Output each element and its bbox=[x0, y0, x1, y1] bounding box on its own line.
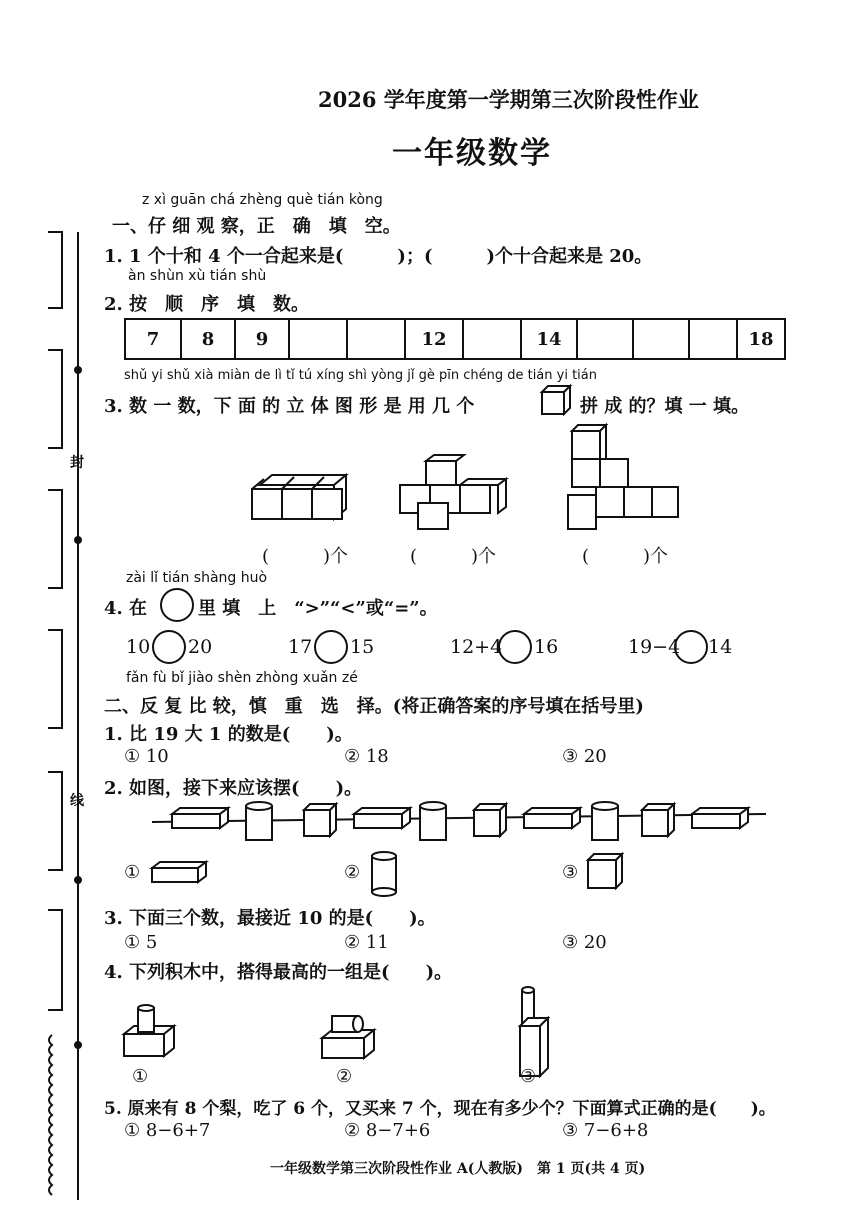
s2-q1-option-2[interactable]: ② 18 bbox=[344, 746, 389, 767]
compare-right: 14 bbox=[708, 636, 733, 658]
s2-q4-option-3[interactable]: ③ bbox=[520, 1066, 537, 1087]
sequence-cell: 7 bbox=[126, 320, 182, 360]
s1-q2-pinyin: àn shùn xù tián shù bbox=[128, 268, 267, 284]
s1-q4-pinyin: zài lǐ tián shàng huò bbox=[126, 570, 268, 586]
cube-figure-1 bbox=[250, 475, 360, 535]
section1-title: 一、仔 细 观 察，正 确 填 空。 bbox=[112, 216, 401, 237]
s2-question-5: 5. 原来有 8 个梨，吃了 6 个，又买来 7 个，现在有多少个？下面算式正确的是( )。 bbox=[104, 1099, 776, 1119]
section2-title: 二、反 复 比 较，慎 重 选 择。(将正确答案的序号填在括号里) bbox=[104, 696, 644, 717]
s2-q3-option-1[interactable]: ① 5 bbox=[124, 932, 158, 953]
s2-question-4: 4. 下列积木中，搭得最高的一组是( )。 bbox=[104, 962, 453, 983]
compare-left: 19−4 bbox=[628, 636, 681, 658]
cube-icon bbox=[586, 852, 626, 892]
compare-circle[interactable] bbox=[498, 630, 532, 664]
s2-q3-option-3[interactable]: ③ 20 bbox=[562, 932, 607, 953]
sequence-cell[interactable] bbox=[290, 320, 348, 360]
s1-question-3-tail: 拼 成 的？填 一 填。 bbox=[580, 396, 750, 417]
cylinder-icon bbox=[368, 850, 402, 898]
s1-question-4: 4. 在 bbox=[104, 598, 148, 619]
s1-question-4-tail: 里 填 上 “>”“<”或“=”。 bbox=[198, 598, 438, 619]
compare-right: 15 bbox=[350, 636, 375, 658]
compare-circle[interactable] bbox=[152, 630, 186, 664]
s1-question-2: 2. 按 顺 序 填 数。 bbox=[104, 294, 310, 315]
margin-mark-xian: 线 bbox=[70, 793, 84, 809]
s2-question-2: 2. 如图，接下来应该摆( )。 bbox=[104, 778, 363, 799]
sequence-cell: 12 bbox=[406, 320, 464, 360]
cube-answer-2[interactable]: ( )个 bbox=[410, 546, 497, 567]
sequence-cell[interactable] bbox=[634, 320, 690, 360]
compare-circle-icon bbox=[160, 588, 194, 622]
compare-right: 20 bbox=[188, 636, 213, 658]
compare-left: 12+4 bbox=[450, 636, 503, 658]
compare-circle[interactable] bbox=[674, 630, 708, 664]
s2-q2-option-1[interactable]: ① bbox=[124, 862, 141, 883]
margin-mark-feng: 封 bbox=[70, 455, 84, 471]
compare-left: 10 bbox=[126, 636, 151, 658]
sequence-cell[interactable] bbox=[690, 320, 738, 360]
sequence-cell[interactable] bbox=[348, 320, 406, 360]
s2-question-1: 1. 比 19 大 1 的数是( )。 bbox=[104, 724, 353, 745]
s2-q2-option-3[interactable]: ③ bbox=[562, 862, 579, 883]
s2-q1-option-1[interactable]: ① 10 bbox=[124, 746, 169, 767]
sequence-cell: 8 bbox=[182, 320, 236, 360]
s2-q2-option-2[interactable]: ② bbox=[344, 862, 361, 883]
binding-margin bbox=[0, 0, 100, 1228]
s2-question-3: 3. 下面三个数，最接近 10 的是( )。 bbox=[104, 908, 436, 929]
s1-question-3: 3. 数 一 数，下 面 的 立 体 图 形 是 用 几 个 bbox=[104, 396, 475, 417]
page-footer: 一年级数学第三次阶段性作业 A(人教版) 第 1 页(共 4 页) bbox=[270, 1161, 646, 1177]
pattern-string-figure bbox=[152, 800, 772, 850]
s2-q4-option-2[interactable]: ② bbox=[336, 1066, 353, 1087]
s2-q5-option-3[interactable]: ③ 7−6+8 bbox=[562, 1120, 649, 1141]
subject-title: 一年级数学 bbox=[392, 136, 552, 171]
section1-pinyin: z xì guān chá zhèng què tián kòng bbox=[142, 192, 383, 208]
cube-figure-2 bbox=[398, 455, 518, 535]
s2-q1-option-3[interactable]: ③ 20 bbox=[562, 746, 607, 767]
exam-title: 2026 学年度第一学期第三次阶段性作业 bbox=[318, 87, 699, 112]
blocks-figure-1 bbox=[120, 1002, 180, 1066]
cuboid-icon bbox=[150, 860, 210, 884]
sequence-cell: 18 bbox=[748, 329, 774, 350]
s1-q3-pinyin: shǔ yi shǔ xià miàn de lì tǐ tú xíng shì yòng jǐ gè pīn chéng de tián yi tián bbox=[124, 368, 597, 383]
sequence-cell: 9 bbox=[236, 320, 290, 360]
cube-answer-1[interactable]: ( )个 bbox=[262, 546, 349, 567]
cube-answer-3[interactable]: ( )个 bbox=[582, 546, 669, 567]
sequence-cell[interactable] bbox=[464, 320, 522, 360]
cube-icon bbox=[540, 384, 574, 418]
sequence-cell: 14 bbox=[522, 320, 578, 360]
s1-question-1: 1. 1 个十和 4 个一合起来是( )；( )个十合起来是 20。 bbox=[104, 246, 653, 267]
s2-q3-option-2[interactable]: ② 11 bbox=[344, 932, 389, 953]
compare-left: 17 bbox=[288, 636, 313, 658]
s2-q4-option-1[interactable]: ① bbox=[132, 1066, 149, 1087]
section2-pinyin: fǎn fù bǐ jiào shèn zhòng xuǎn zé bbox=[126, 670, 358, 686]
compare-right: 16 bbox=[534, 636, 559, 658]
s2-q5-option-1[interactable]: ① 8−6+7 bbox=[124, 1120, 211, 1141]
s2-q5-option-2[interactable]: ② 8−7+6 bbox=[344, 1120, 431, 1141]
compare-circle[interactable] bbox=[314, 630, 348, 664]
cube-figure-3 bbox=[566, 425, 686, 540]
sequence-cell[interactable] bbox=[578, 320, 634, 360]
number-sequence-strip bbox=[124, 318, 786, 360]
